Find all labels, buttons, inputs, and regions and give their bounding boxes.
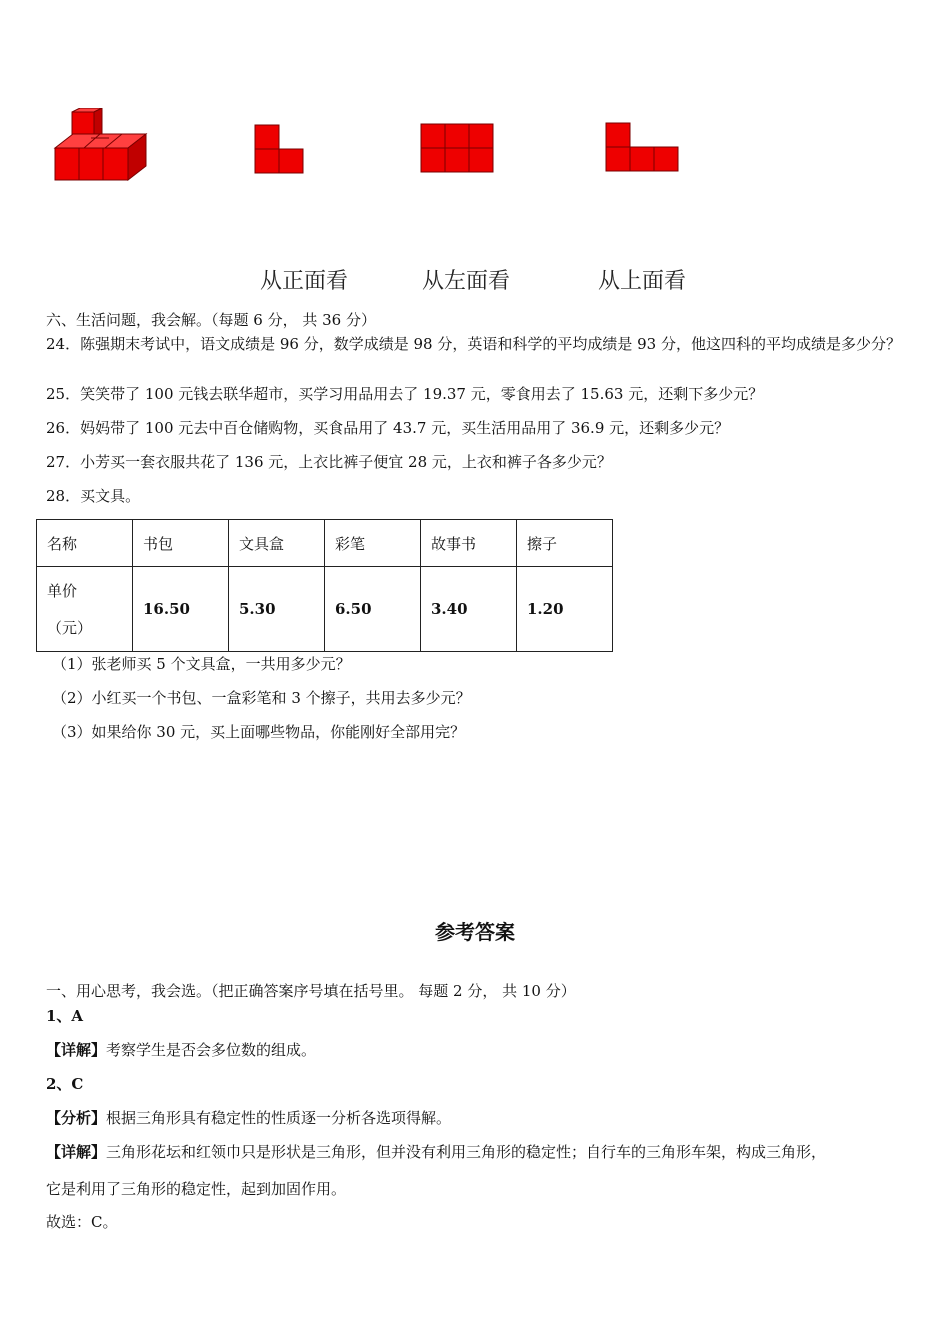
table-header-cell: 书包	[133, 520, 229, 567]
table-header-cell: 擦子	[517, 520, 613, 567]
answer-2-choice: 故选：C。	[46, 1213, 118, 1231]
left-view-shape	[420, 123, 496, 175]
cube-front-face	[79, 148, 103, 180]
section6-title: 六、生活问题，我会解。（每题 6 分， 共 36 分）	[46, 311, 376, 329]
question-27: 27．小芳买一套衣服共花了 136 元，上衣比裤子便宜 28 元，上衣和裤子各多少元？	[46, 453, 612, 471]
front-view-label: 从正面看	[260, 269, 349, 294]
table-row-label	[37, 567, 133, 652]
stationery-price-table	[36, 519, 613, 652]
table-cell: 6.50	[325, 567, 421, 652]
table-header-cell: 名称	[37, 520, 133, 567]
analysis-text: 根据三角形具有稳定性的性质逐一分析各选项得解。	[106, 1109, 452, 1127]
detail-tag: 【详解】	[46, 1041, 107, 1059]
answers-heading: 参考答案	[435, 920, 515, 944]
table-cell: 16.50	[133, 567, 229, 652]
subquestion-3: （3）如果给你 30 元，买上面哪些物品，你能刚好全部用完？	[52, 723, 466, 741]
answers-section1-title: 一、用心思考，我会选。（把正确答案序号填在括号里。 每题 2 分， 共 10 分）	[46, 982, 576, 1000]
left-view-label: 从左面看	[422, 269, 511, 294]
analysis-tag: 【分析】	[46, 1109, 107, 1127]
subquestion-2: （2）小红买一个书包、一盒彩笔和 3 个擦子，共用去多少元？	[52, 689, 471, 707]
question-28: 28．买文具。	[46, 487, 141, 505]
answer-2: 2、C	[46, 1075, 84, 1093]
answer-1-detail	[46, 1039, 316, 1061]
row-label-price: 单价	[47, 582, 78, 600]
table-row	[37, 567, 613, 652]
top-view-label: 从上面看	[598, 269, 687, 294]
table-cell: 3.40	[421, 567, 517, 652]
detail-tag: 【详解】	[46, 1143, 107, 1161]
answer-2-detail-cont: 它是利用了三角形的稳定性，起到加固作用。	[46, 1180, 347, 1198]
question-24: 24．陈强期末考试中，语文成绩是 96 分，数学成绩是 98 分，英语和科学的平均成绩是 93 分，他这四科的平均成绩是多少分？	[46, 335, 901, 353]
row-label-unit: （元）	[47, 619, 93, 637]
answer-1: 1、A	[46, 1007, 84, 1025]
table-header-cell: 文具盒	[229, 520, 325, 567]
front-view-shape	[254, 124, 306, 176]
detail-text: 考察学生是否会多位数的组成。	[106, 1041, 317, 1059]
cube-front-face	[55, 148, 79, 180]
cube-front-face	[103, 148, 128, 180]
cube-solid-figure	[50, 108, 150, 184]
answer-2-detail	[46, 1141, 826, 1163]
table-cell: 5.30	[229, 567, 325, 652]
answer-2-analysis	[46, 1107, 451, 1129]
table-cell: 1.20	[517, 567, 613, 652]
detail-text: 三角形花坛和红领巾只是形状是三角形，但并没有利用三角形的稳定性；自行车的三角形车架，构成三角形，	[106, 1143, 827, 1161]
table-header-row	[37, 520, 613, 567]
subquestion-1: （1）张老师买 5 个文具盒，一共用多少元？	[52, 655, 351, 673]
question-25: 25．笑笑带了 100 元钱去联华超市，买学习用品用去了 19.37 元，零食用去了 15.63 元，还剩下多少元？	[46, 385, 764, 403]
question-26: 26．妈妈带了 100 元去中百仓储购物，买食品用了 43.7 元，买生活用品用了 36.9 元，还剩多少元？	[46, 419, 730, 437]
top-view-shape	[605, 122, 681, 174]
table-header-cell: 彩笔	[325, 520, 421, 567]
table-header-cell: 故事书	[421, 520, 517, 567]
